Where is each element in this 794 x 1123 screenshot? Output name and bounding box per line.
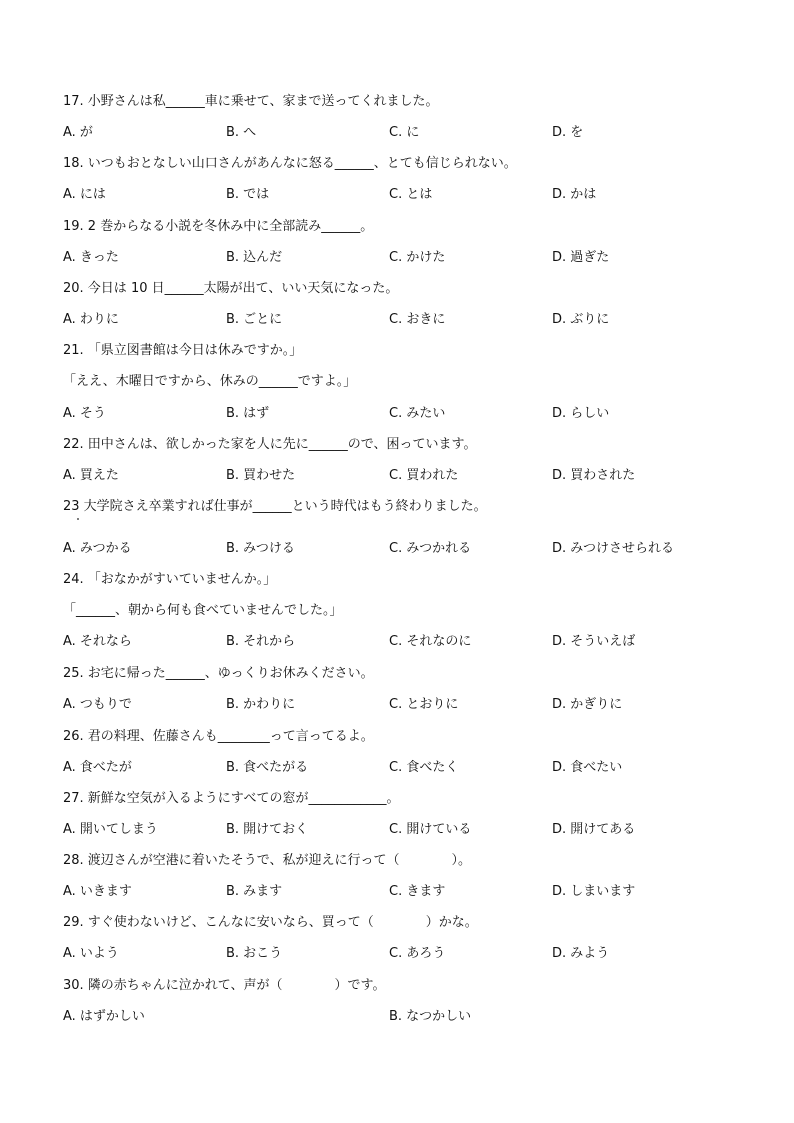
question-27: 27. 新鮮な空気が入るようにすべての窓が____________。	[63, 791, 400, 806]
option-17-b: B. へ	[226, 125, 257, 140]
question-24: 24. 「おなかがすいていませんか。」	[63, 572, 277, 587]
question-21-line-2: 「ええ、木曜日ですから、休みの______ですよ。」	[63, 374, 357, 389]
options-24	[63, 632, 743, 652]
option-24-d: D. そういえば	[552, 634, 636, 649]
options-29	[63, 944, 743, 964]
option-28-d: D. しまいます	[552, 884, 636, 899]
option-28-a: A. いきます	[63, 884, 132, 899]
question-25: 25. お宅に帰った______、ゆっくりお休みください。	[63, 666, 374, 681]
option-23-d: D. みつけさせられる	[552, 541, 675, 556]
option-25-c: C. とおりに	[389, 697, 459, 712]
option-26-c: C. 食べたく	[389, 760, 459, 775]
option-18-c: C. とは	[389, 187, 433, 202]
question-17: 17. 小野さんは私______車に乗せて、家まで送ってくれました。	[63, 94, 439, 109]
stray-mark	[77, 518, 79, 520]
option-18-b: B. では	[226, 187, 270, 202]
option-22-d: D. 買わされた	[552, 468, 636, 483]
option-27-a: A. 開いてしまう	[63, 822, 158, 837]
option-18-d: D. かは	[552, 187, 597, 202]
options-30	[63, 1007, 743, 1027]
option-30-b: B. なつかしい	[389, 1009, 472, 1024]
option-23-b: B. みつける	[226, 541, 295, 556]
option-20-a: A. わりに	[63, 312, 119, 327]
option-23-c: C. みつかれる	[389, 541, 472, 556]
options-27	[63, 820, 743, 840]
option-23-a: A. みつかる	[63, 541, 132, 556]
options-21	[63, 404, 743, 424]
option-21-b: B. はず	[226, 406, 270, 421]
options-20	[63, 310, 743, 330]
option-27-b: B. 開けておく	[226, 822, 309, 837]
option-29-d: D. みよう	[552, 946, 610, 961]
question-29: 29. すぐ使わないけど、こんなに安いなら、買って（ ）かな。	[63, 915, 478, 930]
option-18-a: A. には	[63, 187, 106, 202]
options-28	[63, 882, 743, 902]
question-20: 20. 今日は 10 日______太陽が出て、いい天気になった。	[63, 281, 399, 296]
options-17	[63, 123, 743, 143]
options-25	[63, 695, 743, 715]
options-26	[63, 758, 743, 778]
question-18: 18. いつもおとなしい山口さんがあんなに怒る______、とても信じられない。	[63, 156, 517, 171]
options-23	[63, 539, 743, 559]
question-24-line-2: 「______、朝から何も食べていませんでした。」	[63, 603, 343, 618]
option-19-a: A. きった	[63, 250, 119, 265]
option-20-b: B. ごとに	[226, 312, 283, 327]
option-17-c: C. に	[389, 125, 420, 140]
question-23: 23 大学院さえ卒業すれば仕事が______という時代はもう終わりました。	[63, 499, 487, 514]
option-29-b: B. おこう	[226, 946, 283, 961]
option-24-a: A. それなら	[63, 634, 132, 649]
option-20-d: D. ぶりに	[552, 312, 610, 327]
option-24-b: B. それから	[226, 634, 296, 649]
option-29-c: C. あろう	[389, 946, 446, 961]
option-24-c: C. それなのに	[389, 634, 472, 649]
option-19-d: D. 過ぎた	[552, 250, 610, 265]
option-28-b: B. みます	[226, 884, 283, 899]
option-25-d: D. かぎりに	[552, 697, 623, 712]
option-26-a: A. 食べたが	[63, 760, 132, 775]
option-25-b: B. かわりに	[226, 697, 296, 712]
option-25-a: A. つもりで	[63, 697, 132, 712]
question-21: 21. 「県立図書館は今日は休みですか。」	[63, 343, 303, 358]
option-28-c: C. きます	[389, 884, 446, 899]
question-19: 19. 2 巻からなる小説を冬休み中に全部読み______。	[63, 219, 374, 234]
options-22	[63, 466, 743, 486]
option-26-b: B. 食べたがる	[226, 760, 309, 775]
question-26: 26. 君の料理、佐藤さんも________って言ってるよ。	[63, 729, 374, 744]
question-30: 30. 隣の赤ちゃんに泣かれて、声が（ ）です。	[63, 978, 386, 993]
option-22-a: A. 買えた	[63, 468, 119, 483]
option-20-c: C. おきに	[389, 312, 446, 327]
option-17-d: D. を	[552, 125, 584, 140]
option-19-b: B. 込んだ	[226, 250, 283, 265]
option-21-d: D. らしい	[552, 406, 610, 421]
option-30-a: A. はずかしい	[63, 1009, 145, 1024]
option-22-c: C. 買われた	[389, 468, 459, 483]
option-21-a: A. そう	[63, 406, 106, 421]
question-28: 28. 渡辺さんが空港に着いたそうで、私が迎えに行って（ ）。	[63, 853, 472, 868]
option-27-c: C. 開けている	[389, 822, 472, 837]
option-21-c: C. みたい	[389, 406, 446, 421]
question-22: 22. 田中さんは、欲しかった家を人に先に______ので、困っています。	[63, 437, 477, 452]
option-17-a: A. が	[63, 125, 93, 140]
option-19-c: C. かけた	[389, 250, 446, 265]
option-29-a: A. いよう	[63, 946, 119, 961]
option-26-d: D. 食べたい	[552, 760, 623, 775]
option-22-b: B. 買わせた	[226, 468, 296, 483]
options-18	[63, 185, 743, 205]
options-19	[63, 248, 743, 268]
option-27-d: D. 開けてある	[552, 822, 636, 837]
